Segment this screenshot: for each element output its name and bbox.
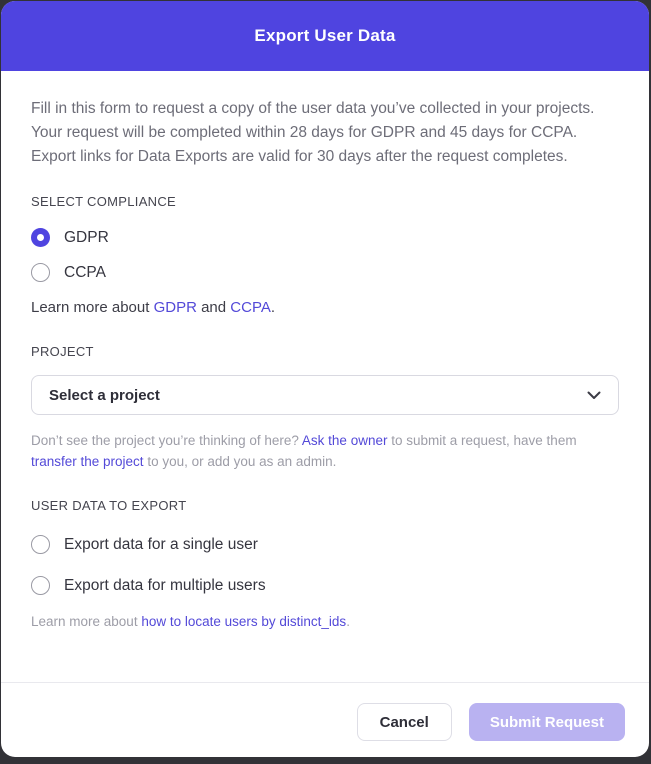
cancel-button[interactable]: Cancel	[357, 703, 452, 741]
learn-more-middle: and	[196, 299, 231, 316]
radio-option-gdpr[interactable]	[31, 228, 619, 247]
distinct-ids-link[interactable]: how to locate users by distinct_ids	[141, 614, 347, 629]
radio-button-ccpa[interactable]	[31, 263, 50, 282]
compliance-section-label: SELECT COMPLIANCE	[31, 194, 177, 209]
gdpr-link[interactable]: GDPR	[153, 299, 197, 316]
learn-more-prefix: Learn more about	[31, 299, 154, 316]
radio-option-single-user[interactable]	[31, 535, 619, 554]
radio-option-ccpa[interactable]	[31, 263, 619, 282]
user-data-learn-more	[31, 614, 619, 629]
learn-more-small-prefix: Learn more about	[31, 614, 142, 629]
help-part3: to you, or add you as an admin.	[143, 454, 337, 469]
ask-the-owner-link[interactable]: Ask the owner	[301, 433, 388, 448]
radio-button-gdpr[interactable]	[31, 228, 50, 247]
submit-request-button[interactable]: Submit Request	[469, 703, 625, 741]
radio-button-single-user[interactable]	[31, 535, 50, 554]
user-data-section-label: USER DATA TO EXPORT	[31, 498, 187, 513]
compliance-learn-more	[31, 299, 619, 316]
radio-button-multiple-users[interactable]	[31, 576, 50, 595]
radio-label-multiple-users: Export data for multiple users	[64, 576, 266, 594]
ccpa-link[interactable]: CCPA	[230, 299, 271, 316]
export-user-data-modal	[1, 1, 649, 757]
modal-body	[1, 71, 649, 682]
modal-footer	[1, 682, 649, 757]
project-help-text	[31, 430, 619, 472]
project-select-value: Select a project	[49, 386, 160, 404]
transfer-the-project-link[interactable]: transfer the project	[31, 454, 144, 469]
radio-label-ccpa: CCPA	[64, 263, 106, 281]
help-part1: Don’t see the project you’re thinking of here?	[31, 433, 302, 448]
help-part2: to submit a request, have them	[387, 433, 577, 448]
radio-label-gdpr: GDPR	[64, 228, 109, 246]
learn-more-suffix: .	[270, 299, 276, 316]
project-section-label: PROJECT	[31, 344, 94, 359]
modal-title: Export User Data	[254, 26, 396, 45]
learn-more-small-suffix: .	[346, 614, 350, 629]
project-select[interactable]	[31, 375, 619, 415]
modal-header	[1, 1, 649, 71]
form-description: Fill in this form to request a copy of the user data you’ve collected in your projects. Your request will be completed within 28 days for GDPR and 45 days for CCPA. Export links for Data Exports are valid for 30 days after the request completes.	[31, 100, 595, 165]
radio-label-single-user: Export data for a single user	[64, 535, 258, 553]
radio-option-multiple-users[interactable]	[31, 576, 619, 595]
chevron-down-icon	[587, 391, 601, 400]
